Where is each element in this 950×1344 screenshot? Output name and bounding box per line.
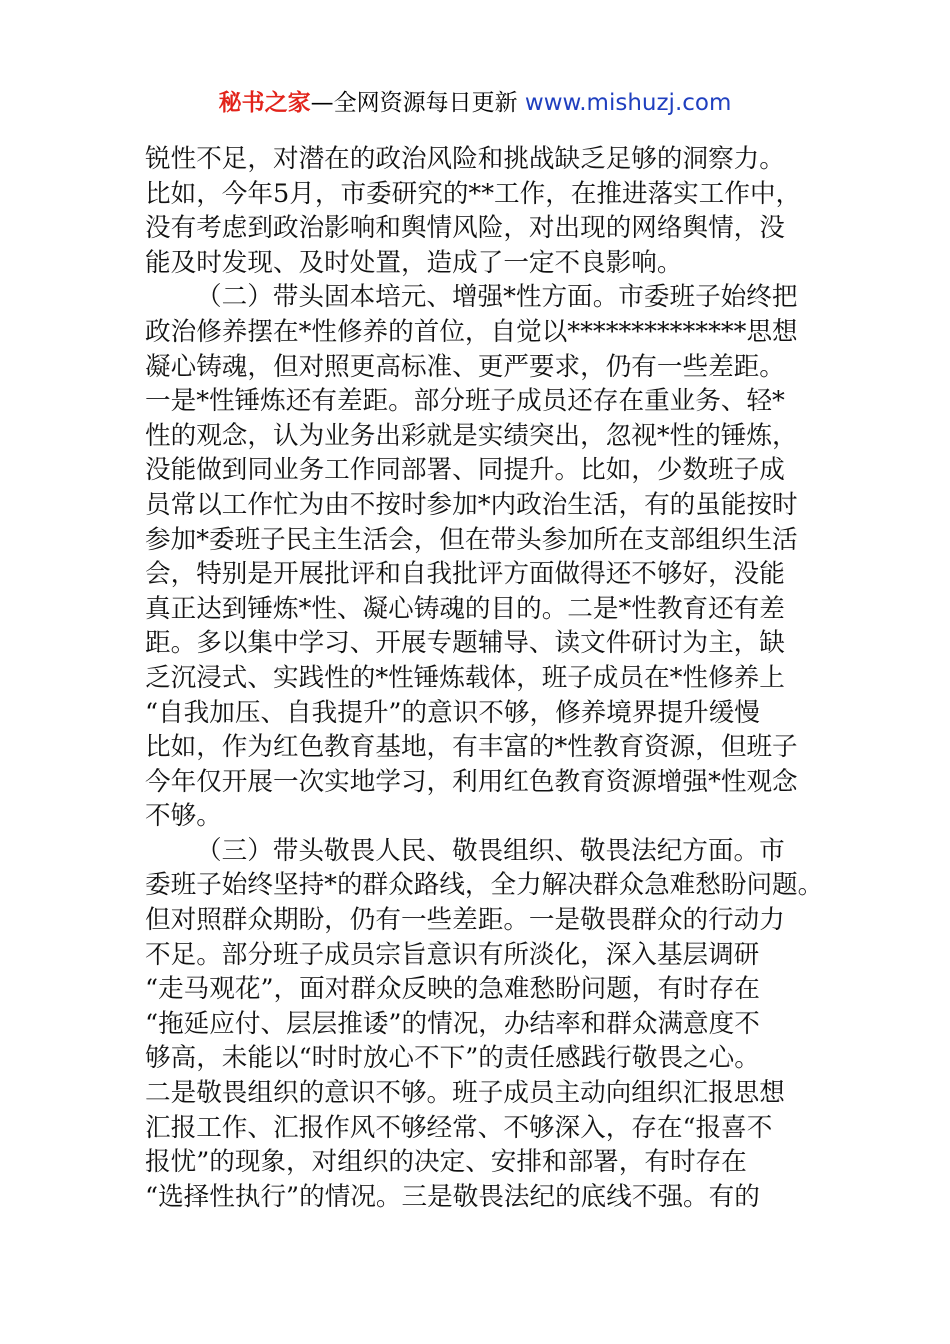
text-line: 报忧”的现象，对组织的决定、安排和部署，有时存在 bbox=[145, 1147, 747, 1178]
text-line: 政治修养摆在*性修养的首位，自觉以**************思想 bbox=[145, 316, 798, 347]
text-line: 够高，未能以“时时放心不下”的责任感践行敬畏之心。 bbox=[145, 1043, 760, 1074]
document-body bbox=[145, 142, 824, 1214]
text-line: 没有考虑到政治影响和舆情风险，对出现的网络舆情，没 bbox=[145, 213, 785, 244]
site-url-link[interactable]: www.mishuzj.com bbox=[524, 90, 732, 116]
text-line: “拖延应付、层层推诿”的情况，办结率和群众满意度不 bbox=[145, 1008, 760, 1039]
brand-name: 秘书之家 bbox=[218, 90, 311, 116]
text-line: 距。多以集中学习、开展专题辅导、读文件研讨为主，缺 bbox=[145, 628, 785, 659]
text-line: 没能做到同业务工作同部署、同提升。比如，少数班子成 bbox=[145, 455, 785, 486]
text-line: 能及时发现、及时处置，造成了一定不良影响。 bbox=[145, 247, 683, 278]
text-line: 比如，作为红色教育基地，有丰富的*性教育资源，但班子 bbox=[145, 732, 798, 763]
text-line: 不够。 bbox=[145, 801, 222, 832]
text-line: “自我加压、自我提升”的意识不够，修养境界提升缓慢 bbox=[145, 697, 760, 728]
text-line: 不足。部分班子成员宗旨意识有所淡化，深入基层调研 bbox=[145, 939, 760, 970]
text-line: 一是*性锤炼还有差距。部分班子成员还存在重业务、轻* bbox=[145, 386, 785, 417]
header-tagline: —全网资源每日更新 bbox=[310, 90, 525, 116]
section-heading-line: （三）带头敬畏人民、敬畏组织、敬畏法纪方面。市 bbox=[196, 835, 785, 866]
text-line: 员常以工作忙为由不按时参加*内政治生活，有的虽能按时 bbox=[145, 489, 798, 520]
text-line: 锐性不足，对潜在的政治风险和挑战缺乏足够的洞察力。 bbox=[145, 144, 785, 174]
text-line: 性的观念，认为业务出彩就是实绩突出，忽视*性的锤炼， bbox=[145, 420, 798, 451]
section-heading-line: （二）带头固本培元、增强*性方面。市委班子始终把 bbox=[196, 282, 798, 313]
text-line: “走马观花”，面对群众反映的急难愁盼问题，有时存在 bbox=[145, 974, 760, 1005]
text-line: 委班子始终坚持*的群众路线，全力解决群众急难愁盼问题。 bbox=[145, 870, 824, 901]
text-line: “选择性执行”的情况。三是敬畏法纪的底线不强。有的 bbox=[145, 1181, 760, 1212]
text-line: 但对照群众期盼，仍有一些差距。一是敬畏群众的行动力 bbox=[145, 905, 785, 936]
text-line: 乏沉浸式、实践性的*性锤炼载体，班子成员在*性修养上 bbox=[145, 662, 785, 693]
text-line: 会，特别是开展批评和自我批评方面做得还不够好，没能 bbox=[145, 559, 785, 590]
text-line: 真正达到锤炼*性、凝心铸魂的目的。二是*性教育还有差 bbox=[145, 593, 785, 624]
text-line: 比如，今年5月，市委研究的**工作，在推进落实工作中， bbox=[145, 178, 802, 209]
text-line: 汇报工作、汇报作风不够经常、不够深入，存在“报喜不 bbox=[145, 1112, 773, 1143]
text-line: 今年仅开展一次实地学习，利用红色教育资源增强*性观念 bbox=[145, 766, 798, 797]
text-line: 凝心铸魂，但对照更高标准、更严要求，仍有一些差距。 bbox=[145, 351, 785, 382]
text-line: 参加*委班子民主生活会，但在带头参加所在支部组织生活 bbox=[145, 524, 798, 555]
text-line: 二是敬畏组织的意识不够。班子成员主动向组织汇报思想 bbox=[145, 1078, 785, 1109]
page-header bbox=[0, 86, 950, 120]
